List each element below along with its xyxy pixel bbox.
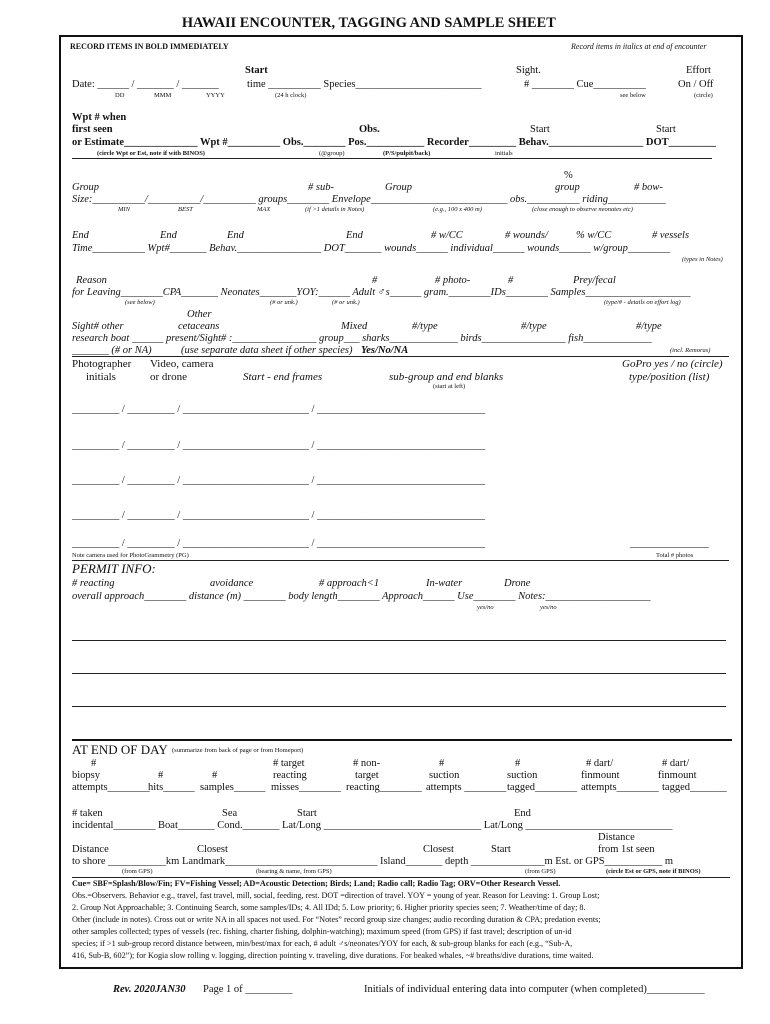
- vessels-header: # vessels: [652, 230, 690, 241]
- cetaceans-header: cetaceans: [178, 321, 220, 332]
- type-position-header: type/position (list): [629, 371, 710, 383]
- video-camera-header: Video, camera: [150, 358, 214, 370]
- from-gps-hint: (from GPS): [122, 868, 153, 875]
- distance-header: Distance: [598, 832, 635, 843]
- bearing-hint: (bearing & name, from GPS): [256, 868, 332, 875]
- other-divider: [72, 356, 729, 357]
- photographer-header: Photographer: [72, 358, 132, 370]
- legend-line: Cue= SBF=Splash/Blow/Fin; FV=Fishing Vessel; AD=Acoustic Detection; Birds; Land; Radio call; Radio Tag; ORV=Other Research Vessel.: [72, 879, 561, 888]
- effort-on-off-field[interactable]: On / Off: [678, 79, 714, 90]
- first-seen-header: from 1st seen: [598, 844, 655, 855]
- neonates-unk-hint: (# or unk.): [270, 299, 298, 306]
- sight-label: Sight.: [516, 65, 541, 76]
- nontarget-reacting-field[interactable]: reacting________: [346, 782, 422, 793]
- yoy-unk-hint: (# or unk.): [332, 299, 360, 306]
- hits-num: #: [158, 770, 164, 781]
- dart-attempts-field[interactable]: attempts________: [581, 782, 659, 793]
- subgroups-header: # sub-: [308, 182, 334, 193]
- suction-tagged-label: suction: [507, 770, 538, 781]
- total-photos-field[interactable]: _______________: [630, 538, 709, 549]
- end-latlong-header: End: [514, 808, 531, 819]
- sight-cue-field[interactable]: # ________ Cue__________: [524, 79, 646, 90]
- photogrammetry-note: Note camera used for PhotoGrammetry (PG): [72, 552, 189, 559]
- wpt-fields-row[interactable]: or Estimate______________ Wpt #__________ Obs.________ Pos.___________ Recorder_________ Behav.__________________ DOT_________: [72, 137, 716, 148]
- other-fields-row[interactable]: research boat ______ present/Sight# :________________ group___ sharks_____________ birds________________ fish_____________: [72, 333, 652, 344]
- obs-header: Obs.: [359, 124, 380, 135]
- types-in-notes-hint: (types in Notes): [682, 256, 723, 263]
- summarize-hint: (summarize from back of page or from Homeport): [172, 747, 304, 754]
- start-time-species-field[interactable]: time __________ Species________________________: [247, 79, 482, 90]
- type-details-hint: (type/# - details on effort log): [604, 299, 681, 306]
- suction-tagged-num: #: [515, 758, 521, 769]
- page-title: HAWAII ENCOUNTER, TAGGING AND SAMPLE SHEET: [181, 15, 556, 31]
- photo-row[interactable]: _________ / _________ / ________________________ / ________________________________: [72, 475, 486, 486]
- subgroup-blanks-header: sub-group and end blanks: [389, 371, 504, 383]
- yes-no-na[interactable]: Yes/No/NA: [361, 345, 409, 356]
- depth-gps-hint: (from GPS): [525, 868, 556, 875]
- pos-hint: (P/S/pulpit/back): [383, 150, 431, 157]
- prey-fecal-header: Prey/fecal: [573, 275, 616, 286]
- end-time-header: End: [72, 230, 89, 241]
- start-label: Start: [245, 65, 268, 76]
- misses-field[interactable]: misses________: [271, 782, 342, 793]
- group-obs-header: group: [555, 182, 580, 193]
- photogram-header: # photo-: [435, 275, 471, 286]
- wpt-divider: [72, 158, 712, 159]
- other-header: Other: [187, 309, 212, 320]
- circle-est-hint: (circle Est or GPS, note if BINOS): [606, 868, 701, 875]
- reason-fields-row[interactable]: for Leaving________CPA_______ Neonates_______YOY:______ Adult ♂s______ gram.________IDs________ Samples____________________: [72, 287, 691, 298]
- min-hint: MIN: [118, 206, 130, 213]
- clock-hint: (24 h clock): [275, 92, 307, 99]
- initials-hint: initials: [495, 150, 513, 157]
- suction-attempts-num: #: [439, 758, 445, 769]
- ids-num-header: #: [508, 275, 514, 286]
- permit-fields-row[interactable]: overall approach________ distance (m) ________ body length________ Approach______ Use________ Notes:____________________: [72, 591, 651, 602]
- legend-line: 2. Group Not Approachable; 3. Continuing Search, some samples/IDs; 4. All IDd; 5. Low priority; 6. Higher priority species seen; 7. Weather/time of day; 8.: [72, 903, 586, 912]
- date-field[interactable]: Date: ______ / _______ / _______: [72, 79, 219, 90]
- start-latlong-header: Start: [297, 808, 317, 819]
- wpt-label-2: first seen: [72, 124, 113, 135]
- photo-row[interactable]: _________ / _________ / ________________________ / ________________________________: [72, 510, 486, 521]
- page-number-field[interactable]: Page 1 of _________: [203, 984, 293, 995]
- eod-divider: [72, 877, 730, 878]
- mmm-hint: MMM: [154, 92, 172, 99]
- obs-group-hint: (@group): [319, 150, 345, 157]
- birds-type-header: #/type: [521, 321, 547, 332]
- see-below-hint: see below: [620, 92, 646, 99]
- notes-line[interactable]: [72, 640, 726, 641]
- biopsy-attempts-field[interactable]: attempts________: [72, 782, 150, 793]
- start-depth-header: Start: [491, 844, 511, 855]
- permit-divider: [72, 739, 732, 741]
- effort-label: Effort: [686, 65, 711, 76]
- target-reacting-label: reacting: [273, 770, 307, 781]
- sight-other-header: Sight# other: [72, 321, 124, 332]
- legend-line: Other (include in notes). Cross out or write NA in all spaces not used. For “Notes” record group size changes; audio recording duration & CPA; predation events;: [72, 915, 601, 924]
- shore-landmark-row[interactable]: to shore ___________km Landmark_____________________________ Island_______ depth ______________m Est. or GPS___________ m: [72, 856, 674, 867]
- dd-hint: DD: [115, 92, 125, 99]
- target-reacting-header: # target: [273, 758, 305, 769]
- inwater-header: In-water: [426, 578, 463, 589]
- separate-sheet-hint: (use separate data sheet if other species): [181, 345, 353, 356]
- legend-line: Obs.=Observers. Behavior e.g., travel, fast travel, mill, social, feeding, rest. DOT =direction of travel. YOY = young of year. Reason for Leaving: 1. Group Lost;: [72, 891, 600, 900]
- circle-hint: (circle): [694, 92, 713, 99]
- start-at-left-hint: (start at left): [433, 383, 466, 390]
- mixed-header: Mixed: [341, 321, 368, 332]
- frames-header: Start - end frames: [243, 371, 323, 383]
- suction-attempts-field[interactable]: attempts ________: [426, 782, 507, 793]
- inwater-yesno-hint: yes/no: [477, 604, 494, 611]
- bowriding-header: # bow-: [634, 182, 663, 193]
- nontarget-header: # non-: [353, 758, 381, 769]
- pct-wcc-header: % w/CC: [576, 230, 612, 241]
- end-wpt-header: End: [160, 230, 177, 241]
- dart-attempts-header: # dart/: [586, 758, 614, 769]
- legend-line: other samples collected; types of vessels (rec. fishing, charter fishing, dolphin-watching); maximum speed (from GPS) if fast travel; description of un-id: [72, 927, 572, 936]
- biopsy-label: biopsy: [72, 770, 101, 781]
- legend-line: 416, Sub-B, 602”); for Kogia slow rolling v. logging, direction pointing v. traveling, dive durations. For beaked whales, ~# breaths/dive durations, time waited.: [72, 951, 594, 960]
- suction-attempts-label: suction: [429, 770, 460, 781]
- sea-header: Sea: [222, 808, 238, 819]
- subgroup-hint: (if >1 details in Notes): [305, 206, 365, 213]
- percent-label: %: [564, 170, 573, 181]
- wpt-circle-hint: (circle Wpt or Est, note if with BINOS): [97, 150, 205, 157]
- initials-data-entry-field[interactable]: Initials of individual entering data into computer (when completed)___________: [364, 984, 705, 995]
- taken-header: # taken: [72, 808, 103, 819]
- dart-tagged-field[interactable]: tagged_______: [662, 782, 727, 793]
- nontarget-label: target: [355, 770, 379, 781]
- group-size-header: Group: [72, 182, 100, 193]
- suction-tagged-field[interactable]: tagged________: [507, 782, 577, 793]
- reason-header: Reason: [76, 275, 107, 286]
- dart-tagged-label: finmount: [658, 770, 697, 781]
- drone-header: Drone: [504, 578, 531, 589]
- wcc-header: # w/CC: [431, 230, 463, 241]
- end-fields-row[interactable]: Time__________ Wpt#_______ Behav.________________ DOT_______ wounds______ individual______ wounds______ w/group________: [72, 243, 670, 254]
- initials-header: initials: [86, 371, 116, 383]
- photo-row[interactable]: _________ / _________ / ________________________ / ________________________________: [72, 538, 486, 549]
- approach-header: # approach<1: [319, 578, 380, 589]
- photo-divider: [72, 560, 729, 561]
- samples-field[interactable]: samples______: [200, 782, 266, 793]
- permit-title: PERMIT INFO:: [72, 561, 156, 576]
- sharks-type-header: #/type: [412, 321, 438, 332]
- start-dot-header: Start: [656, 124, 676, 135]
- notes-line[interactable]: [72, 673, 726, 674]
- notes-line[interactable]: [72, 706, 726, 707]
- end-of-day-title: AT END OF DAY: [72, 742, 168, 757]
- wpt-label-1: Wpt # when: [72, 112, 127, 123]
- reacting-header: # reacting: [72, 578, 115, 589]
- yyyy-hint: YYYY: [206, 92, 225, 99]
- wounds-individual-header: # wounds/: [505, 230, 548, 241]
- envelope-hint: (e.g., 100 x 400 m): [433, 206, 482, 213]
- close-enough-hint: (close enough to observe neonates etc): [532, 206, 633, 213]
- bold-note: RECORD ITEMS IN BOLD IMMEDIATELY: [70, 42, 229, 51]
- photo-row[interactable]: _________ / _________ / ________________________ / ________________________________: [72, 440, 486, 451]
- revision-label: Rev. 2020JAN30: [113, 984, 186, 995]
- closest-island-header: Closest: [423, 844, 454, 855]
- dart-tagged-header: # dart/: [662, 758, 690, 769]
- best-hint: BEST: [178, 206, 193, 213]
- photo-row[interactable]: _________ / _________ / ________________________ / ________________________________: [72, 404, 486, 415]
- samples-num: #: [212, 770, 218, 781]
- legend-line: species; if >1 sub-group record distance between, min/best/max for each, # adult ♂s/neonates/YOY for each, & sub-group blanks for each (e.g., “Sub-A,: [72, 939, 573, 948]
- neonates-num-header: #: [372, 275, 378, 286]
- incl-remoras-hint: (incl. Remoras): [670, 347, 711, 354]
- group-size-row[interactable]: Size:__________/__________/__________ groups________ Envelope__________________________ obs.__________ riding___________: [72, 194, 666, 205]
- start-behav-header: Start: [530, 124, 550, 135]
- fish-type-header: #/type: [636, 321, 662, 332]
- italic-note: Record items in italics at end of encounter: [571, 42, 707, 51]
- closest-landmark-header: Closest: [197, 844, 228, 855]
- or-drone-header: or drone: [150, 371, 187, 383]
- incidental-latlong-row[interactable]: incidental________ Boat_______ Cond._______ Lat/Long ______________________________ Lat/Long ____________________________: [72, 820, 673, 831]
- end-behav-header: End: [227, 230, 244, 241]
- dart-attempts-label: finmount: [581, 770, 620, 781]
- max-hint: MAX: [257, 206, 271, 213]
- envelope-header: Group: [385, 182, 413, 193]
- total-photos-label: Total # photos: [656, 552, 694, 559]
- reason-see-below-hint: (see below): [125, 299, 155, 306]
- hits-field[interactable]: hits______: [148, 782, 195, 793]
- end-dot-header: End: [346, 230, 363, 241]
- gopro-header: GoPro yes / no (circle): [622, 358, 723, 370]
- or-na-hint: _______ (# or NA): [72, 345, 152, 356]
- drone-yesno-hint: yes/no: [540, 604, 557, 611]
- avoidance-header: avoidance: [210, 578, 254, 589]
- biopsy-num: #: [91, 758, 97, 769]
- distance-shore-header: Distance: [72, 844, 109, 855]
